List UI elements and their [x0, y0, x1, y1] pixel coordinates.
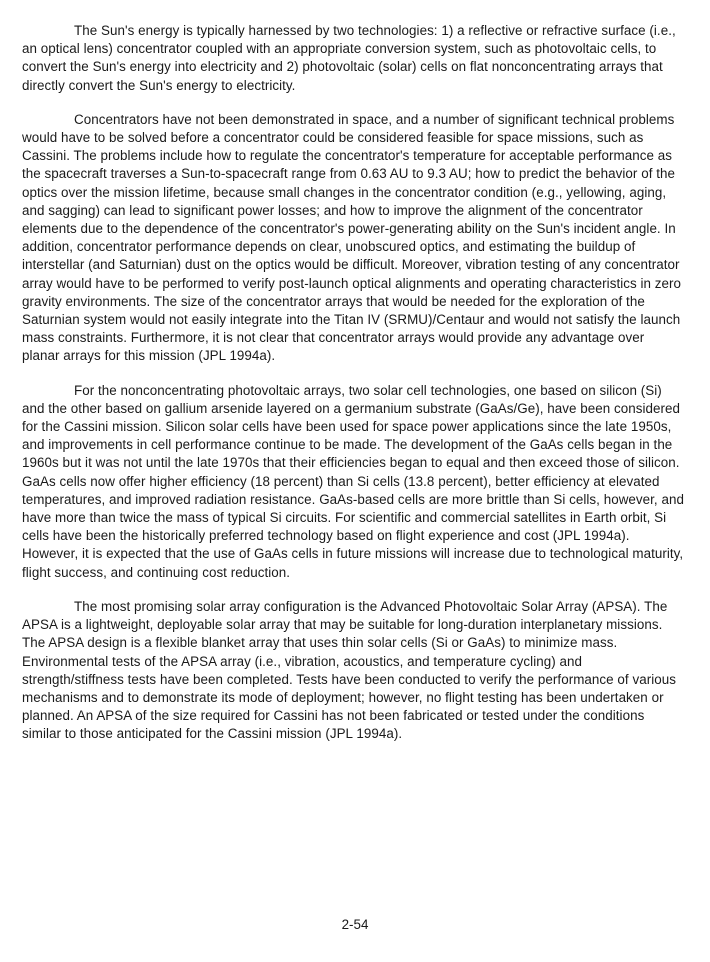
document-page: [22, 22, 684, 760]
paragraph-sun-energy: The Sun's energy is typically harnessed by two technologies: 1) a reflective or refractive surface (i.e., an optical lens) concentrator coupled with an appropriate conversion system, such as photovoltaic cells, to convert the Sun's energy into electricity and 2) photovoltaic (solar) cells on flat nonconcentrating arrays that directly convert the Sun's energy to electricity.: [22, 23, 676, 93]
paragraph-nonconcentrating-arrays: For the nonconcentrating photovoltaic arrays, two solar cell technologies, one based on silicon (Si) and the other based on gallium arsenide layered on a germanium substrate (GaAs/Ge), have been considered for the Cassini mission. Silicon solar cells have been used for space power applications since the late 1950s, and improvements in cell performance continue to be made. The development of the GaAs cells began in the 1960s but it was not until the late 1970s that their efficiencies began to equal and then exceed those of silicon. GaAs cells now offer higher efficiency (18 percent) than Si cells (13.8 percent), better efficiency at elevated temperatures, and improved radiation resistance. GaAs-based cells are more brittle than Si cells, however, and have more than twice the mass of typical Si circuits. For scientific and commercial satellites in Earth orbit, Si cells have been the historically preferred technology based on flight experience and cost (JPL 1994a). However, it is expected that the use of GaAs cells in future missions will increase due to technological maturity, flight success, and continuing cost reduction.: [22, 382, 684, 580]
paragraph-concentrators: Concentrators have not been demonstrated in space, and a number of significant technical problems would have to be solved before a concentrator could be considered feasible for space missions, such as Cassini. The problems include how to regulate the concentrator's temperature for acceptable performance as the spacecraft traverses a Sun-to-spacecraft range from 0.63 AU to 9.3 AU; how to predict the behavior of the optics over the mission lifetime, because small changes in the concentrator condition (e.g., yellowing, aging, and sagging) can lead to significant power losses; and how to improve the alignment of the concentrator elements due to the dependence of the concentrator's power-generating ability on the Sun's incident angle. In addition, concentrator performance depends on clear, unobscured optics, and estimating the buildup of interstellar (and Saturnian) dust on the optics would be difficult. Moreover, vibration testing of any concentrator array would have to be performed to verify post-launch optical alignments and operating characteristics in zero gravity environments. The size of the concentrator arrays that would be needed for the exploration of the Saturnian system would not easily integrate into the Titan IV (SRMU)/Centaur and would not satisfy the launch mass constraints. Furthermore, it is not clear that concentrator arrays would provide any advantage over planar arrays for this mission (JPL 1994a).: [22, 111, 682, 364]
page-number: 2-54: [341, 917, 369, 932]
paragraph-apsa: The most promising solar array configuration is the Advanced Photovoltaic Solar Array (APSA). The APSA is a lightweight, deployable solar array that may be suitable for long-duration interplanetary missions. The APSA design is a flexible blanket array that uses thin solar cells (Si or GaAs) to minimize mass. Environmental tests of the APSA array (i.e., vibration, acoustics, and temperature cycling) and strength/stiffness tests have been completed. Tests have been conducted to verify the performance of various mechanisms and to demonstrate its mode of deployment; however, no flight testing has been undertaken or planned. An APSA of the size required for Cassini has not been fabricated or tested under the conditions similar to those anticipated for the Cassini mission (JPL 1994a).: [22, 598, 676, 742]
